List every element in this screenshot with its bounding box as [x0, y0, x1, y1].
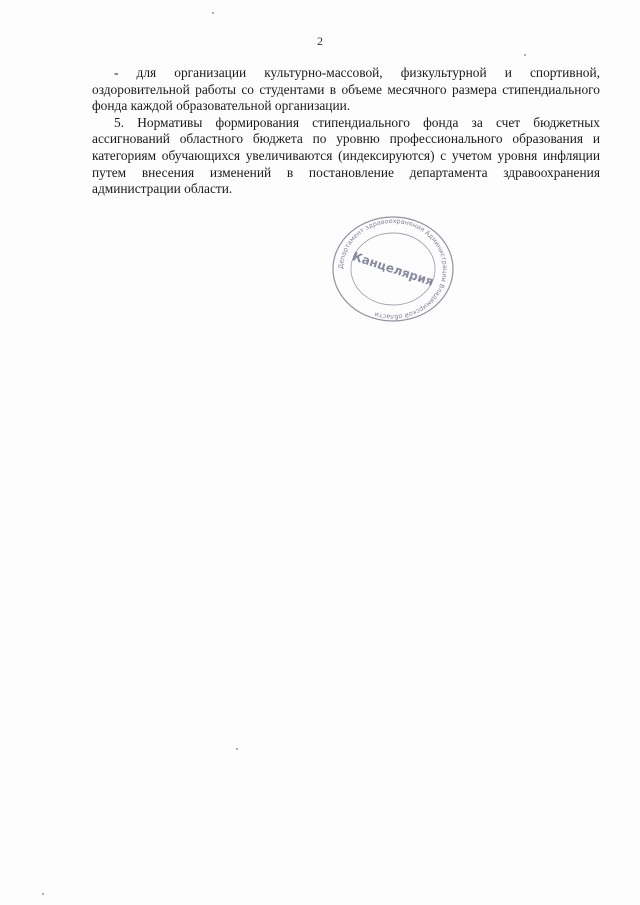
scan-speck [236, 748, 238, 750]
body-text [92, 65, 600, 198]
stamp-center-text: Канцелярия [350, 249, 436, 289]
scan-speck [42, 893, 44, 895]
page-number: 2 [317, 34, 323, 48]
scan-speck [524, 54, 526, 56]
office-stamp [331, 215, 455, 323]
scan-speck [212, 12, 214, 14]
stamp-outer-text: Департамент здравоохранения Администрации Владимирской области [336, 216, 450, 322]
paragraph-1: - для организации культурно-массовой, физкультурной и спортивной, оздоровительной работы со студентами в объеме месячного размера стипендиального фонда каждой образовательной организации. [92, 65, 600, 114]
paragraph-2: 5. Нормативы формирования стипендиального фонда за счет бюджетных ассигнований областного бюджета по уровню профессионального образования и категориям обучающихся увеличиваются (индексируются) с учетом уровня инфляции путем внесения изменений в постановление департамента здравоохранения администрации области. [92, 114, 600, 197]
